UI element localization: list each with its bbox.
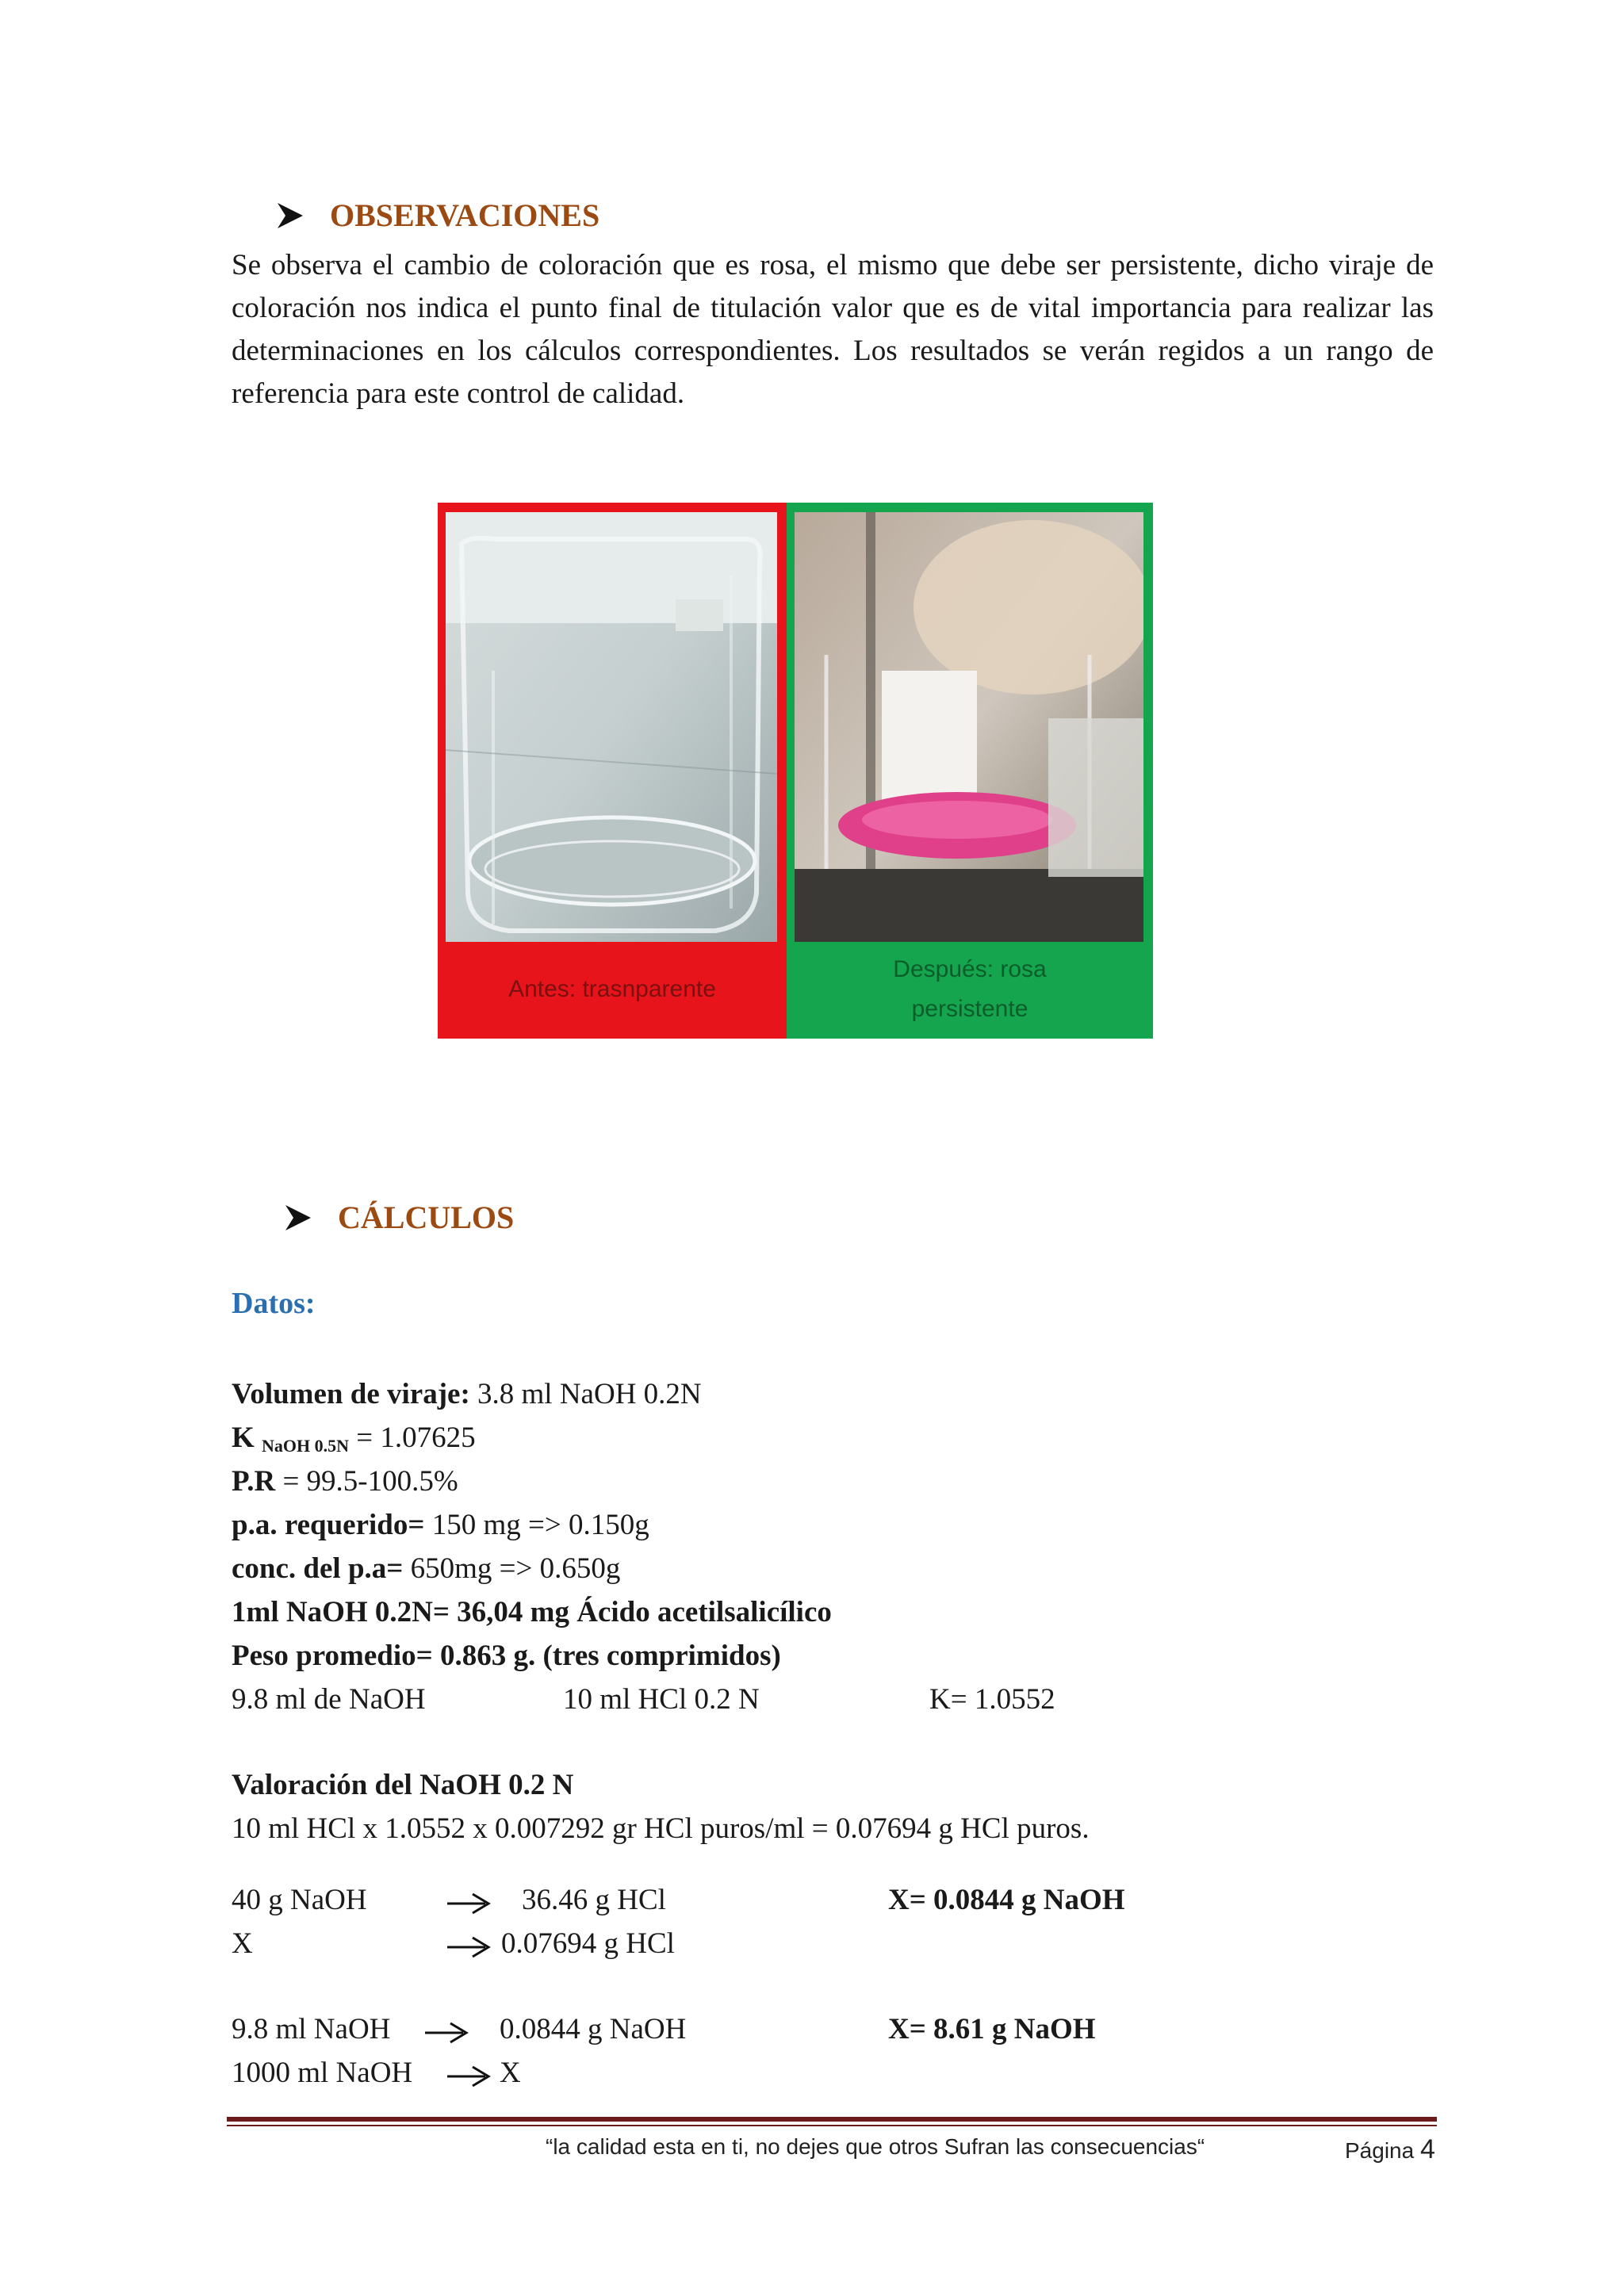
page-number: 4 [1419,2134,1435,2164]
r1-right: 36.46 g HCl [522,1884,666,1916]
pr-line [232,1460,458,1503]
k-label: K [232,1422,255,1454]
observaciones-title: OBSERVACIONES [330,197,600,233]
arrow-bullet-icon [274,200,306,232]
equivalence-line: 1ml NaOH 0.2N= 36,04 mg Ácido acetilsalicílico [232,1596,832,1628]
before-panel [438,503,787,1039]
k-factor: K= 1.0552 [929,1683,1055,1716]
r3-right: 0.0844 g NaOH [500,2013,687,2045]
titration-figure [438,503,1153,1039]
pr-value: = 99.5-100.5% [275,1465,458,1498]
r2-right: 0.07694 g HCl [501,1927,675,1960]
after-panel [787,503,1153,1039]
pa-label: p.a. requerido= [232,1509,425,1541]
after-caption-line2: persistente [911,996,1028,1022]
clear-beaker-photo [446,512,777,942]
volumen-value: 3.8 ml NaOH 0.2N [469,1378,702,1410]
conc-line [232,1547,620,1590]
conc-label: conc. del p.a= [232,1552,404,1585]
observaciones-heading [274,197,599,234]
after-caption-line1: Después: rosa [893,956,1047,982]
pa-line [232,1503,649,1547]
valoracion-heading: Valoración del NaOH 0.2 N [232,1769,574,1801]
observaciones-paragraph: Se observa el cambio de coloración que es rosa, el mismo que debe ser persistente, dicho viraje de coloración nos indica el punto final de titulación valor que es de vital importancia para realizar las determinaciones en los cálculos correspondientes. Los resultados se verán regidos a un rango de referencia para este control de calidad. [232,249,1434,410]
footer-rule-bottom [227,2125,1437,2126]
peso-line: Peso promedio= 0.863 g. (tres comprimidos) [232,1640,781,1672]
right-arrow-icon [446,1892,493,1915]
pink-beaker-photo [795,512,1143,942]
r2-left: X [232,1927,253,1960]
r1-left: 40 g NaOH [232,1884,367,1916]
volumen-label: Volumen de viraje: [232,1378,470,1410]
calculos-heading [282,1199,514,1236]
k-subscript: NaOH 0.5N [262,1436,350,1456]
volumen-line [232,1372,702,1416]
after-caption [787,940,1153,1039]
conc-value: 650mg => 0.650g [403,1552,621,1585]
footer-quote: “la calidad esta en ti, no dejes que otros Sufran las consecuencias“ [546,2134,1205,2159]
datos-label: Datos: [232,1287,316,1320]
r4-left: 1000 ml NaOH [232,2057,413,2089]
footer-rule-top [227,2117,1437,2122]
r4-right: X [500,2057,521,2089]
arrow-bullet-icon [282,1202,314,1234]
right-arrow-icon [446,2064,493,2088]
valoracion-formula: 10 ml HCl x 1.0552 x 0.007292 gr HCl puros/ml = 0.07694 g HCl puros. [232,1812,1090,1845]
hcl-volume: 10 ml HCl 0.2 N [563,1683,760,1716]
right-arrow-icon [446,1935,493,1959]
r3-left: 9.8 ml NaOH [232,2013,391,2045]
before-caption: Antes: trasnparente [508,976,716,1002]
page-label: Página [1345,2138,1415,2163]
calculos-title: CÁLCULOS [338,1200,515,1235]
r1-result: X= 0.0844 g NaOH [888,1884,1125,1916]
footer-page [1345,2134,1435,2165]
pa-value: 150 mg => 0.150g [424,1509,649,1541]
right-arrow-icon [423,2021,471,2045]
r3-result: X= 8.61 g NaOH [888,2013,1096,2045]
pr-label: P.R [232,1465,276,1498]
k-value: = 1.07625 [349,1422,476,1454]
naoh-volume: 9.8 ml de NaOH [232,1683,426,1716]
